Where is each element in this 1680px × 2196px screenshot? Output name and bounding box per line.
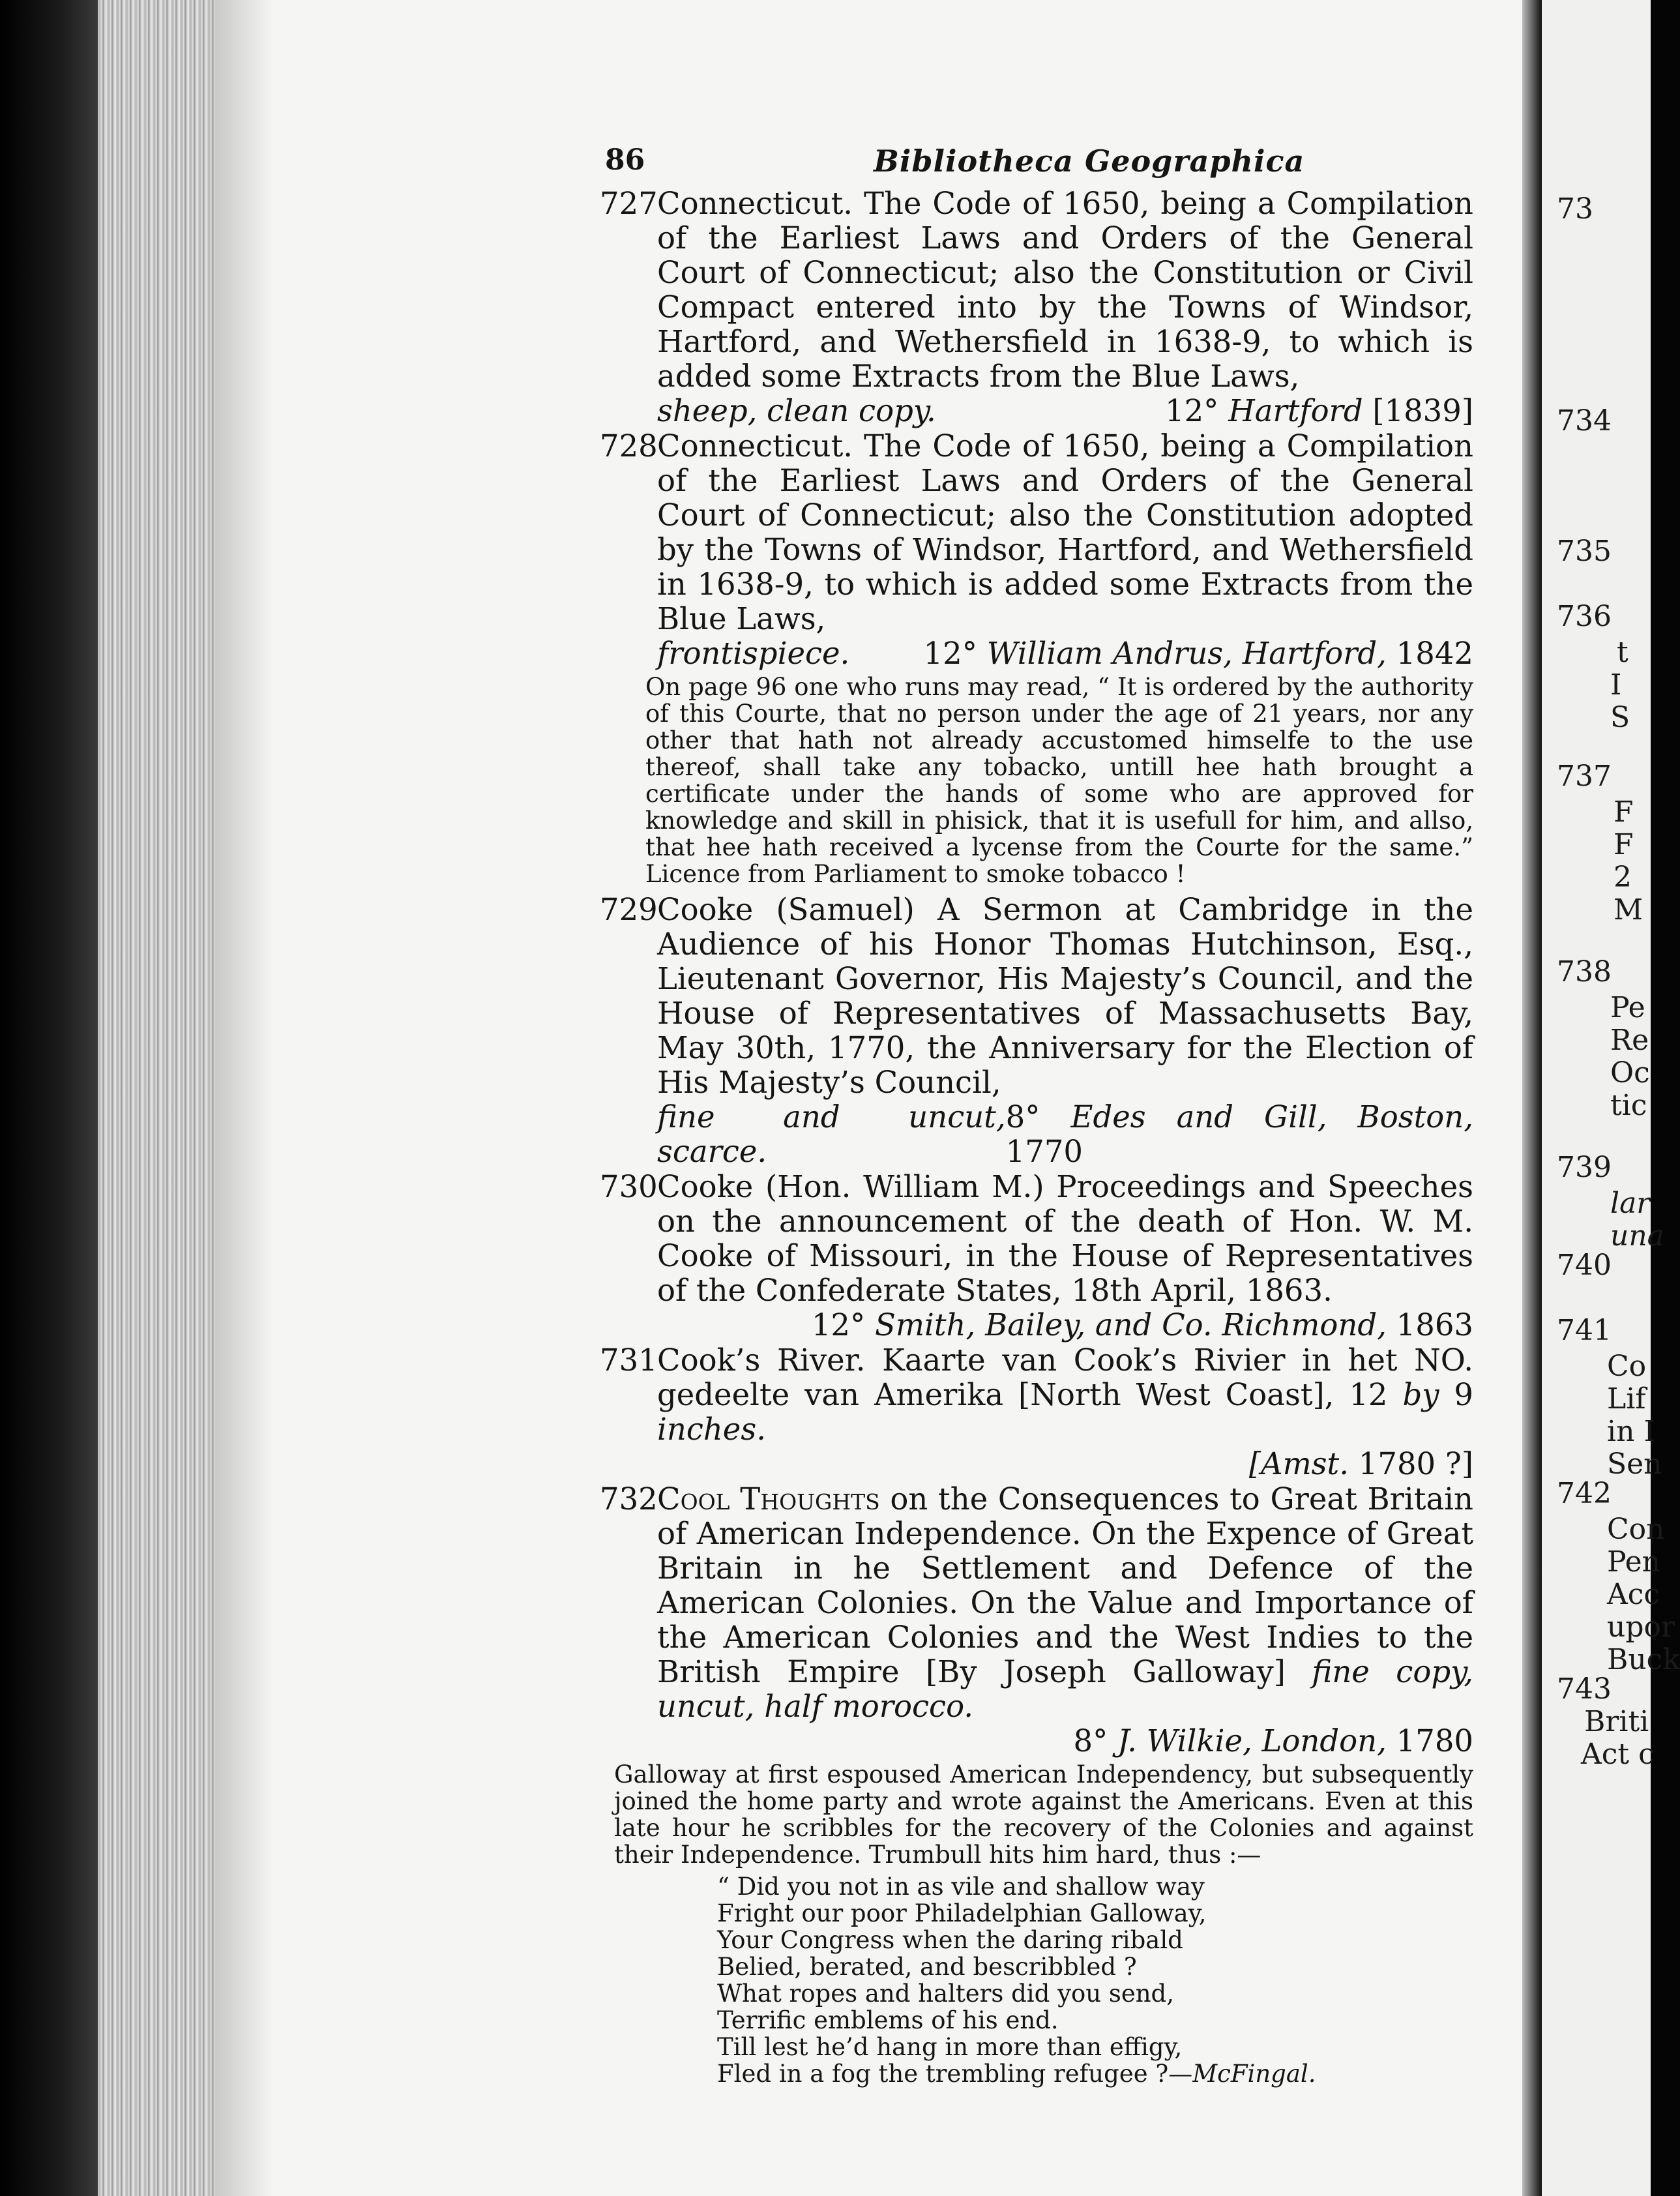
entry-imprint: William Andrus, Hartford,	[986, 636, 1387, 671]
entry-imprint: Smith, Bailey, and Co. Richmond,	[875, 1307, 1387, 1343]
entry-text: Cooke (Samuel) A Sermon at Cambridge in the Audience of his Honor Thomas Hutchinson, Esq., Lieutenant Governor, His Majesty’s Council, and the House of Representatives of Massachusetts Bay, May 30th, 1770, the Anniversary for the Election of His Majesty’s Council,	[657, 892, 1473, 1100]
catalog-entry	[600, 893, 1473, 1169]
facing-entry-number: 735	[1557, 535, 1612, 568]
facing-entry-number: 739	[1557, 1151, 1612, 1184]
running-head	[600, 143, 1473, 183]
poem-line: Till lest he’d hang in more than effigy,	[717, 2033, 1183, 2061]
facing-fragment: Re	[1610, 1024, 1649, 1057]
entry-number: 729	[600, 892, 658, 927]
catalog-entry	[600, 429, 1473, 671]
entry-size-tail: 9	[1454, 1377, 1473, 1412]
facing-entry-number: 742	[1557, 1477, 1612, 1510]
facing-fragment: F	[1614, 795, 1634, 829]
entry-imprint: J. Wilkie, London,	[1117, 1723, 1387, 1758]
facing-fragment: Con	[1607, 1513, 1665, 1546]
facing-fragment: Briti	[1584, 1705, 1649, 1738]
entry-date: 1780	[1396, 1723, 1473, 1758]
entry-date: [1839]	[1372, 393, 1473, 428]
facing-fragment: F	[1614, 828, 1634, 861]
entry-text: Connecticut. The Code of 1650, being a Compilation of the Earliest Laws and Orders of the General Court of Connecticut; also the Constitution or Civil Compact entered into by the Towns of Windsor, Hartford, and Wethersfield in 1638-9, to which is added some Extracts from the Blue Laws,	[657, 186, 1473, 394]
facing-fragment: Pen	[1607, 1545, 1661, 1579]
facing-fragment: t	[1617, 636, 1628, 669]
entry-number: 730	[600, 1169, 658, 1204]
facing-fragment: in I	[1607, 1415, 1655, 1448]
catalog-entry	[600, 1343, 1473, 1481]
poem-line: Terrific emblems of his end.	[717, 2006, 1059, 2034]
entry-format: 12°	[923, 636, 977, 671]
poem-line: What ropes and halters did you send,	[717, 1980, 1174, 2008]
facing-fragment: Act c	[1581, 1738, 1655, 1771]
entry-format: 8°	[1073, 1723, 1108, 1758]
facing-fragment: S	[1610, 701, 1630, 734]
entry-number: 731	[600, 1343, 658, 1378]
facing-fragment: Lif	[1607, 1382, 1646, 1416]
entry-date: 1780 ?]	[1358, 1446, 1473, 1481]
poem-attribution: McFingal.	[1192, 2060, 1316, 2088]
entry-note: On page 96 one who runs may read, “ It is ordered by the authority of this Courte, that no person under the age of 21 years, nor any other that hath not already accustomed himselfe to the use thereof, shall take any tobacko, untill hee hath brought a certificate under the hands of some who are approved for knowledge and skill in phisick, that it is usefull for him, and allso, that hee hath received a lycense from the Courte for the same.” Licence from Parliament to smoke tobacco !	[645, 673, 1473, 888]
entry-imprint: Hartford	[1228, 393, 1363, 428]
facing-fragment: Pe	[1610, 991, 1645, 1024]
entry-number: 727	[600, 186, 658, 221]
facing-fragment: upor	[1607, 1610, 1675, 1644]
entry-format: 8°	[1005, 1099, 1040, 1135]
entry-condition: frontispiece.	[657, 636, 850, 671]
facing-entry-number: 736	[1557, 600, 1612, 633]
poem-line: Your Congress when the daring ribald	[717, 1926, 1183, 1954]
entry-number: 732	[600, 1481, 658, 1517]
entry-text: on the Consequences to Great Britain of American Independence. On the Expence of Great Britain in he Settlement and Defence of the American Colonies. On the Value and Importance of the American Colonies and the West Indies to the British Empire [By Joseph Galloway]	[657, 1481, 1473, 1689]
entry-format: 12°	[1165, 393, 1219, 428]
facing-entry-number: 737	[1557, 760, 1612, 793]
entry-number: 728	[600, 428, 658, 464]
page-edges	[98, 0, 215, 2196]
gutter-shade	[215, 0, 274, 2196]
entry-note: Galloway at first espoused American Independency, but subsequently joined the home party and wrote against the Americans. Even at this late hour he scribbles for the recovery of the Colonies and against their Independence. Trumbull hits him hard, thus :—	[614, 1760, 1473, 1869]
entry-text: Cooke (Hon. William M.) Proceedings and Speeches on the announcement of the death of Hon. W. M. Cooke of Missouri, in the House of Representatives of the Confederate States, 18th April, 1863.	[657, 1169, 1473, 1308]
page-number: 86	[605, 143, 645, 177]
facing-fragment: 2	[1614, 861, 1632, 894]
entry-text: Cook’s River. Kaarte van Cook’s Rivier in het NO. gedeelte van Amerika [North West Coast], 12	[657, 1343, 1473, 1412]
facing-fragment: Buck	[1607, 1643, 1680, 1676]
facing-entry-number: 741	[1557, 1314, 1612, 1347]
entry-condition: fine copy, uncut, half morocco.	[657, 1654, 1473, 1724]
facing-fragment: I	[1610, 668, 1622, 702]
entry-imprint: [Amst.	[1248, 1446, 1349, 1481]
catalog-entry	[600, 1170, 1473, 1343]
page-title: Bibliotheca Geographica	[874, 143, 1305, 179]
entry-date: 1842	[1396, 636, 1473, 671]
facing-fragment: lar	[1610, 1187, 1651, 1220]
entry-size-by: by	[1402, 1377, 1439, 1412]
poem-line-text: Fled in a fog the trembling refugee ?—	[717, 2060, 1193, 2088]
entry-condition: fine and uncut, scarce.	[657, 1099, 1006, 1169]
poem-line: Belied, berated, and bescribbled ?	[717, 1953, 1137, 1981]
facing-fragment: tic	[1610, 1089, 1647, 1122]
entry-text: Connecticut. The Code of 1650, being a Compilation of the Earliest Laws and Orders of the General Court of Connecticut; also the Constitution adopted by the Towns of Windsor, Hartford, and Wethersfield in 1638-9, to which is added some Extracts from the Blue Laws,	[657, 428, 1473, 636]
facing-fragment: Co	[1607, 1350, 1647, 1383]
poem-line: “ Did you not in as vile and shallow way	[717, 1873, 1205, 1901]
facing-entry-number: 740	[1557, 1249, 1612, 1282]
poem-line: Fright our poor Philadelphian Galloway,	[717, 1899, 1207, 1927]
facing-fragment: Acc	[1607, 1578, 1660, 1611]
entry-format: 12°	[811, 1307, 866, 1343]
page-fold	[1522, 0, 1542, 2196]
entry-date: 1863	[1396, 1307, 1473, 1343]
book-binding-shadow	[0, 0, 98, 2196]
poem-line	[717, 2060, 1473, 2087]
entry-size-unit: inches.	[657, 1412, 766, 1447]
facing-fragment: una	[1610, 1219, 1664, 1253]
facing-entry-number: 73	[1557, 192, 1593, 226]
facing-fragment: Oc	[1610, 1056, 1650, 1090]
facing-entry-number: 734	[1557, 404, 1612, 438]
facing-fragment: Sen	[1607, 1447, 1662, 1481]
catalog-entry	[600, 1482, 1473, 1758]
facing-fragment: M	[1614, 893, 1643, 927]
catalog-entry	[600, 186, 1473, 428]
entry-condition: sheep, clean copy.	[657, 393, 936, 428]
quoted-poem	[717, 1873, 1473, 2087]
facing-entry-number: 738	[1557, 955, 1612, 988]
entry-title-smallcaps: Cool Thoughts	[657, 1481, 880, 1517]
page-content	[600, 143, 1473, 2087]
entry-date: 1770	[1005, 1134, 1083, 1169]
entry-imprint: Edes and Gill, Boston,	[1070, 1099, 1473, 1135]
facing-entry-number: 743	[1557, 1672, 1612, 1706]
